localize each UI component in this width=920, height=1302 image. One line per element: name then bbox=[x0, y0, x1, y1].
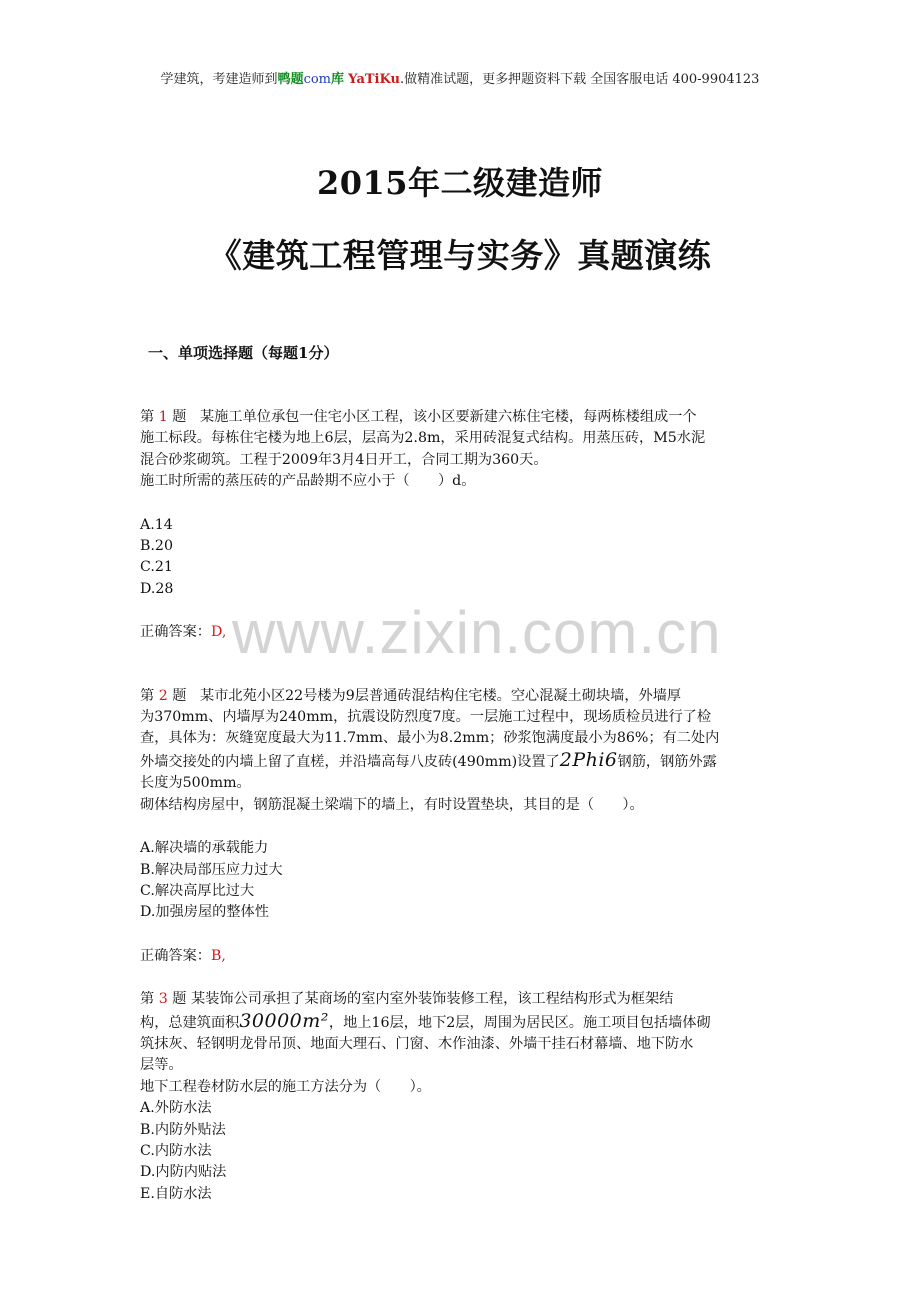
math-formula: 2Phi6 bbox=[559, 748, 618, 771]
option-c: C.21 bbox=[140, 559, 173, 576]
question-stem-line: 施工标段。每栋住宅楼为地上6层，层高为2.8m，采用砖混复式结构。用蒸压砖，M5水泥 bbox=[140, 430, 706, 447]
question-number: 2 bbox=[158, 687, 168, 704]
question-stem-line: 层等。 bbox=[140, 1057, 183, 1074]
page-subtitle: 《建筑工程管理与实务》真题演练 bbox=[208, 236, 712, 275]
answer-value: B, bbox=[210, 947, 226, 964]
question-stem-line: 第 1 题 某施工单位承包一住宅小区工程，该小区要新建六栋住宅楼，每两栋楼组成一个 bbox=[140, 409, 697, 425]
questions-content bbox=[140, 407, 788, 1205]
question-stem-line: 构，总建筑面积30000m²，地上16层，地下2层，周围为居民区。施工项目包括墙体砌 bbox=[140, 1009, 711, 1032]
question-stem-line: 外墙交接处的内墙上留了直槎，并沿墙高每八皮砖(490mm)设置了2Phi6钢筋，钢筋外露 bbox=[140, 748, 717, 771]
question-3 bbox=[140, 989, 788, 1205]
header-text-tail: .做精准试题，更多押题资料下载 全国客服电话 400-9904123 bbox=[399, 72, 760, 87]
question-stem-line: 混合砂浆砌筑。工程于2009年3月4日开工，合同工期为360天。 bbox=[140, 451, 548, 468]
option-c: C.内防水法 bbox=[140, 1142, 212, 1159]
option-b: B.解决局部压应力过大 bbox=[140, 861, 283, 878]
option-a: A.解决墙的承载能力 bbox=[140, 840, 269, 857]
answer-line: 正确答案：D, bbox=[140, 624, 227, 641]
question-1 bbox=[140, 407, 788, 686]
header-brand-ku: 库 bbox=[331, 72, 345, 87]
question-stem-line: 地下工程卷材防水层的施工方法分为（ ）。 bbox=[140, 1078, 431, 1095]
question-2 bbox=[140, 686, 788, 989]
question-stem-line: 砌体结构房屋中，钢筋混凝土梁端下的墙上，有时设置垫块，其目的是（ ）。 bbox=[140, 796, 644, 813]
option-a: A.14 bbox=[140, 516, 173, 533]
answer-value: D, bbox=[210, 624, 227, 641]
header-text: 学建筑，考建造师到 bbox=[160, 72, 278, 87]
question-stem-line: 施工时所需的蒸压砖的产品龄期不应小于（ ）d。 bbox=[140, 473, 476, 490]
page-title: 2015年二级建造师 bbox=[316, 164, 604, 202]
option-d: D.内防内贴法 bbox=[140, 1164, 227, 1181]
watermark: www.zixin.com.cn bbox=[232, 599, 722, 666]
question-stem-line: 第 2 题 某市北苑小区22号楼为9层普通砖混结构住宅楼。空心混凝土砌块墙，外墙厚 bbox=[140, 687, 682, 704]
header-brand-yati: 鸭题 bbox=[277, 72, 304, 87]
page-header bbox=[0, 68, 920, 87]
option-b: B.内防外贴法 bbox=[140, 1121, 226, 1138]
section-title: 一、单项选择题（每题1分） bbox=[148, 344, 339, 362]
math-formula: 30000m² bbox=[239, 1009, 329, 1032]
option-e: E.自防水法 bbox=[140, 1185, 212, 1202]
question-stem-line: 筑抹灰、轻钢明龙骨吊顶、地面大理石、门窗、木作油漆、外墙干挂石材幕墙、地下防水 bbox=[140, 1035, 694, 1052]
header-com: com bbox=[303, 72, 332, 87]
option-d: D.加强房屋的整体性 bbox=[140, 904, 269, 921]
option-a: A.外防水法 bbox=[140, 1100, 212, 1117]
question-number: 3 bbox=[158, 991, 168, 1008]
option-c: C.解决高厚比过大 bbox=[140, 882, 255, 899]
question-stem-line: 长度为500mm。 bbox=[140, 775, 251, 792]
header-brand-yatiku: YaTiKu bbox=[348, 72, 400, 87]
option-b: B.20 bbox=[140, 538, 173, 555]
option-d: D.28 bbox=[140, 580, 174, 597]
question-stem-line: 查，具体为：灰缝宽度最大为11.7mm、最小为8.2mm；砂浆饱满度最小为86%；有二处内 bbox=[140, 730, 720, 747]
question-stem-line: 第 3 题 某装饰公司承担了某商场的室内室外装饰装修工程，该工程结构形式为框架结 bbox=[140, 991, 674, 1008]
question-number: 1 bbox=[158, 409, 168, 425]
answer-line: 正确答案：B, bbox=[140, 947, 226, 964]
question-stem-line: 为370mm、内墙厚为240mm，抗震设防烈度7度。一层施工过程中，现场质检员进行了检 bbox=[140, 709, 712, 726]
